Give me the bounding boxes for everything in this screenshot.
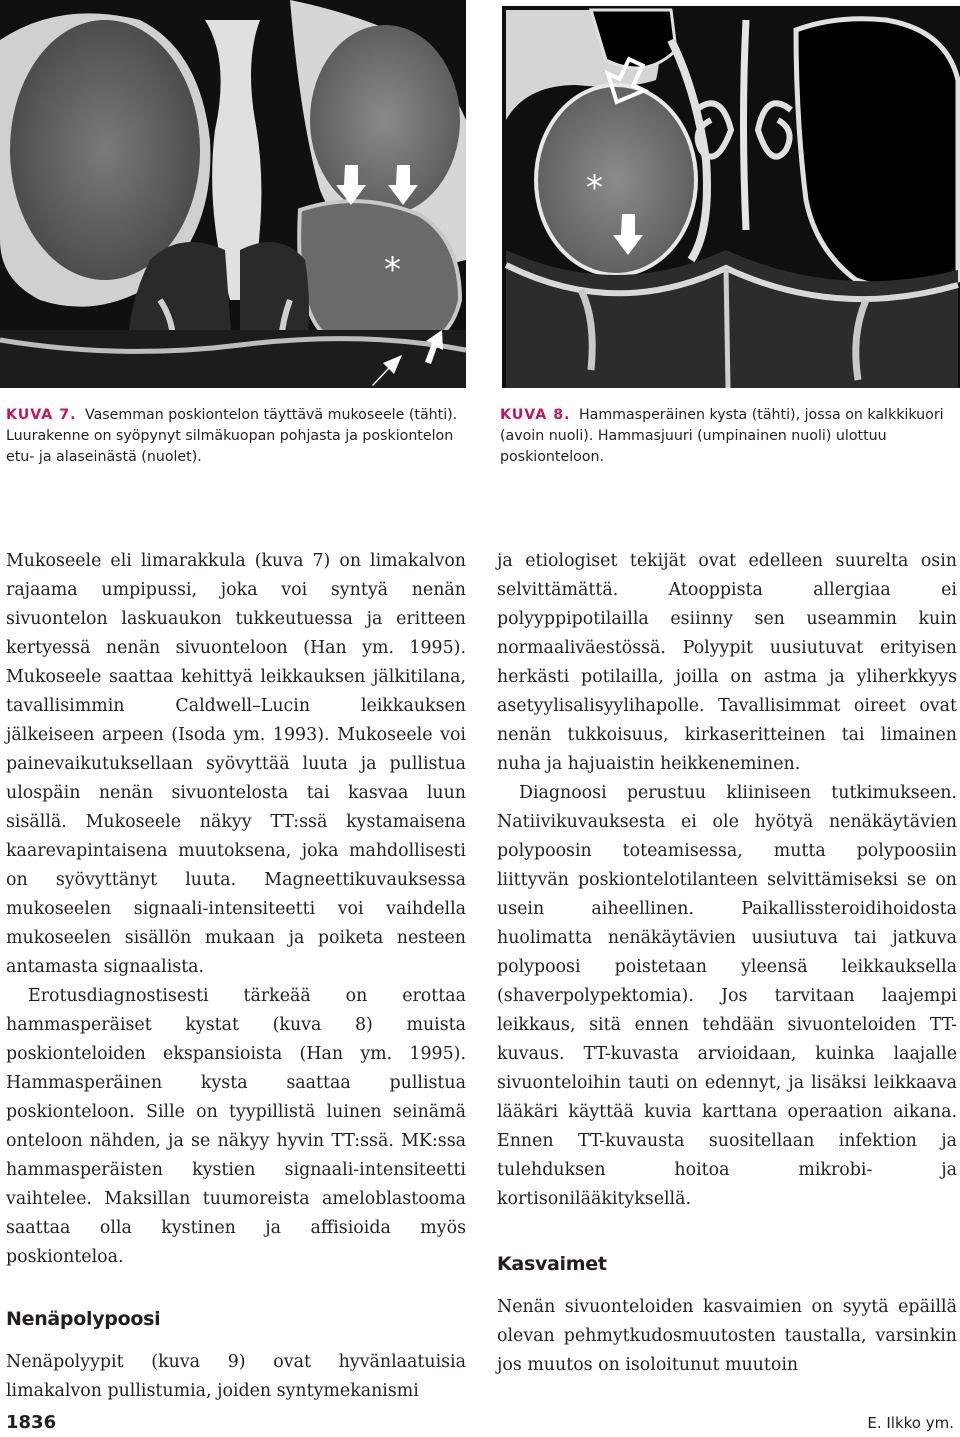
section-heading-kasvaimet: Kasvaimet <box>497 1253 607 1275</box>
paragraph: Diagnoosi perustuu kliiniseen tutkimukseen. Natiivikuvauksesta ei ole hyötyä nenäkäytävien polypoosin toteamisessa, mutta polypoosiin liittyvän poskiontelotilanteen selvittämiseksi se on usein aiheellinen. Paikallissteroidihoidosta huolimatta nenäkäytävien uusiutuva tai jatkuva polypoosi poistetaan yleensä leikkauksella (shaverpolypektomia). Jos tarvitaan laajempi leikkaus, sitä ennen tehdään sivuonteloiden TT-kuvaus. TT-kuvasta arvioidaan, kuinka laajalle sivuonteloihin tauti on edennyt, ja lisäksi leikkaava lääkäri käyttää kuvia karttana operaation aikana. Ennen TT-kuvausta suositellaan infektion ja tulehduksen hoitoa mikrobi- ja kortisonilääkityksellä. <box>497 783 957 1209</box>
right-text-column <box>497 547 957 1380</box>
figure-8-label: KUVA 8. <box>500 407 571 423</box>
section-heading-nenapolypoosi: Nenäpolypoosi <box>6 1308 161 1330</box>
ct-scan-image <box>496 0 960 388</box>
figure-7-caption <box>6 405 464 468</box>
paragraph: Nenäpolyypit (kuva 9) ovat hyvänlaatuisia limakalvon pullistumia, joiden syntymekanismi <box>6 1352 466 1401</box>
figure-7-label: KUVA 7. <box>6 407 77 423</box>
paragraph: Mukoseele eli limarakkula (kuva 7) on limakalvon rajaama umpipussi, joka voi syntyä nenän sivuontelon laskuaukon tukkeutuessa ja eritteen kertyessä nenän sivuonteloon (Han ym. 1995). Mukoseele saattaa kehittyä leikkauksen jälkitilana, tavallisimmin Caldwell–Lucin leikkauksen jälkeiseen arpeen (Isoda ym. 1993). Mukoseele voi painevaikutuksellaan syövyttää luuta ja pullistua ulospäin nenän sivuontelosta tai kasvaa luun sisällä. Mukoseele näkyy TT:ssä kystamaisena kaarevapintaisena muutoksena, joka mahdollisesti on syövyttänyt luuta. Magneettikuvauksessa mukoseelen signaali-intensiteetti voi vaihdella mukoseelen sisällön mukaan ja poiketa nesteen antamasta signaalista. <box>6 551 466 977</box>
ct-scan-image <box>0 0 466 388</box>
star-marker-7: * <box>384 250 401 290</box>
figure-8-ct-image <box>496 0 960 388</box>
star-marker-8: * <box>586 168 603 208</box>
paragraph: ja etiologiset tekijät ovat edelleen suurelta osin selvittämättä. Atooppista allergiaa ei polyyppipotilailla esiinny sen useammin kuin normaaliväestössä. Polyypit uusiutuvat erityisen herkästi potilailla, joilla on astma ja yliherkkyys asetyylisalisyylihapolle. Tavallisimmat oireet ovat nenän tukkoisuus, kirkaseritteinen tai limainen nuha ja hajuaistin heikkeneminen. <box>497 551 957 774</box>
figure-8-caption <box>500 405 956 468</box>
left-text-column <box>6 547 466 1406</box>
paragraph: Erotusdiagnostisesti tärkeää on erottaa hammasperäiset kystat (kuva 8) muista poskionteloiden ekspansioista (Han ym. 1995). Hammasperäinen kysta saattaa pullistua poskionteloon. Sille on tyypillistä luinen seinämä onteloon nähden, ja se näkyy hyvin TT:ssä. MK:ssa hammasperäisten kystien signaali-intensiteetti vaihtelee. Maksillan tuumoreista ameloblastooma saattaa olla kystinen ja affisioida myös poskionteloa. <box>6 986 466 1267</box>
paragraph: Nenän sivuonteloiden kasvaimien on syytä epäillä olevan pehmytkudosmuutosten taustalla, varsinkin jos muutos on isoloitunut muutoin <box>497 1297 957 1375</box>
figure-8-caption-text: Hammasperäinen kysta (tähti), jossa on kalkkikuori (avoin nuoli). Hammasjuuri (umpinainen nuoli) ulottuu poskionteloon. <box>500 407 944 465</box>
figure-7-caption-text: Vasemman poskiontelon täyttävä mukoseele (tähti). Luurakenne on syöpynyt silmäkuopan pohjasta ja poskiontelon etu- ja alaseinästä (nuolet). <box>6 407 458 465</box>
author-credit: E. Ilkko ym. <box>867 1414 954 1432</box>
figure-7-ct-image <box>0 0 466 388</box>
page-number: 1836 <box>6 1412 57 1433</box>
